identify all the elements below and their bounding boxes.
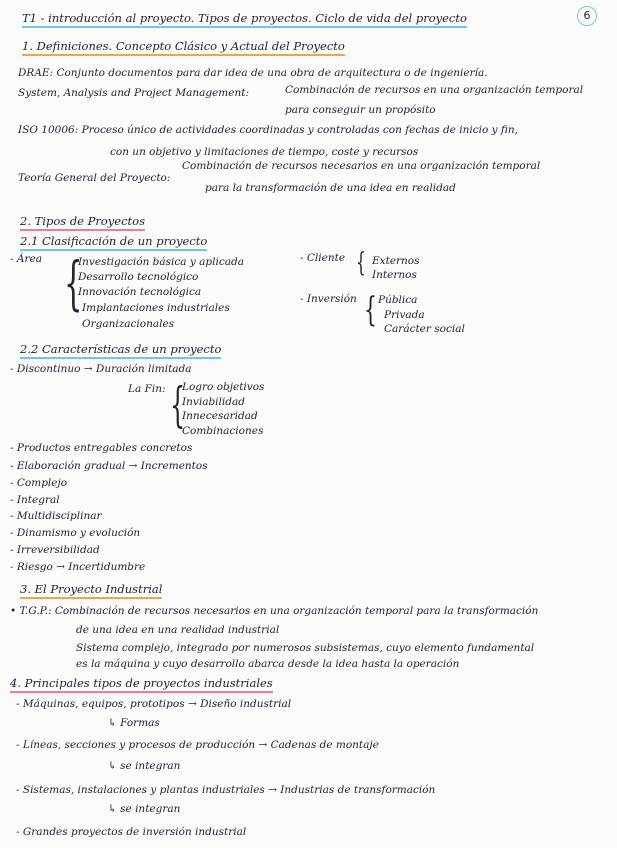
definition-sapm-label: System, Analysis and Project Management:	[18, 87, 249, 99]
definition-tgp-text-2: para la transformación de una idea en realidad	[205, 182, 456, 194]
cliente-item: Internos	[372, 269, 417, 281]
inversion-item: Pública	[378, 294, 418, 306]
area-item: Innovación tecnológica	[78, 286, 202, 298]
section-3-line: • T.G.P.: Combinación de recursos necesarios en una organización temporal para la transformación	[10, 605, 539, 617]
definition-drae: DRAE: Conjunto documentos para dar idea de una obra de arquitectura o de ingeniería.	[18, 67, 488, 79]
feature-item: - Elaboración gradual → Incrementos	[10, 460, 208, 472]
definition-iso: ISO 10006: Proceso único de actividades coordinadas y controladas con fechas de inicio y fin,	[18, 124, 518, 136]
section-4-subline: ↳ se integran	[108, 803, 181, 815]
fin-item: Logro objetivos	[182, 381, 265, 393]
area-item: Desarrollo tecnológico	[78, 271, 199, 283]
page-number: 6	[577, 6, 597, 26]
area-item: Implantaciones industriales	[82, 302, 230, 314]
definition-iso-2: con un objetivo y limitaciones de tiempo, coste y recursos	[110, 146, 419, 158]
definition-sapm-text-2: para conseguir un propósito	[285, 104, 436, 116]
section-4-subline: ↳ Formas	[108, 717, 160, 729]
discontinuo-line: - Discontinuo → Duración limitada	[10, 363, 192, 375]
cliente-brace: {	[356, 248, 366, 278]
fin-label: La Fin:	[128, 383, 166, 395]
inversion-label: - Inversión	[300, 293, 357, 305]
inversion-item: Privada	[384, 309, 425, 321]
section-2-1-heading: 2.1 Clasificación de un proyecto	[20, 235, 207, 251]
section-3-heading: 3. El Proyecto Industrial	[20, 583, 162, 599]
section-4-line: - Líneas, secciones y procesos de producción → Cadenas de montaje	[16, 739, 379, 751]
cliente-item: Externos	[372, 255, 420, 267]
section-1-heading: 1. Definiciones. Concepto Clásico y Actual del Proyecto	[22, 40, 345, 56]
section-3-line: de una idea en una realidad industrial	[76, 624, 280, 636]
definition-sapm-text: Combinación de recursos en una organización temporal	[285, 84, 584, 96]
feature-item: - Riesgo → Incertidumbre	[10, 561, 146, 573]
section-4-heading: 4. Principales tipos de proyectos industriales	[10, 677, 273, 693]
area-brace: {	[64, 249, 83, 317]
section-3-line: es la máquina y cuyo desarrollo abarca desde la idea hasta la operación	[76, 658, 460, 670]
inversion-brace: {	[364, 290, 377, 330]
section-4-subline: ↳ se integran	[108, 760, 181, 772]
area-item: Organizacionales	[82, 318, 175, 330]
feature-item: - Productos entregables concretos	[10, 442, 193, 454]
definition-tgp-label: Teoría General del Proyecto:	[18, 172, 171, 184]
feature-item: - Irreversibilidad	[10, 544, 100, 556]
fin-item: Combinaciones	[182, 425, 264, 437]
section-3-line: Sistema complejo, integrado por numerosos subsistemas, cuyo elemento fundamental	[76, 642, 535, 654]
fin-item: Inviabilidad	[182, 396, 245, 408]
inversion-item: Carácter social	[384, 323, 465, 335]
section-2-heading: 2. Tipos de Proyectos	[20, 215, 145, 231]
feature-item: - Multidisciplinar	[10, 510, 102, 522]
area-label: - Área	[10, 253, 42, 265]
section-4-line: - Grandes proyectos de inversión industrial	[16, 826, 247, 838]
cliente-label: - Cliente	[300, 252, 346, 264]
feature-item: - Dinamismo y evolución	[10, 527, 141, 539]
area-item: Investigación básica y aplicada	[78, 256, 244, 268]
section-4-line: - Máquinas, equipos, prototipos → Diseño industrial	[16, 698, 292, 710]
section-2-2-heading: 2.2 Características de un proyecto	[20, 343, 221, 359]
definition-tgp-text: Combinación de recursos necesarios en una organización temporal	[182, 160, 541, 172]
section-4-line: - Sistemas, instalaciones y plantas industriales → Industrias de transformación	[16, 784, 436, 796]
feature-item: - Complejo	[10, 477, 68, 489]
feature-item: - Integral	[10, 494, 60, 506]
fin-item: Innecesaridad	[182, 410, 258, 422]
page-title: T1 - introducción al proyecto. Tipos de proyectos. Ciclo de vida del proyecto	[22, 12, 467, 28]
fin-brace: {	[170, 377, 186, 433]
